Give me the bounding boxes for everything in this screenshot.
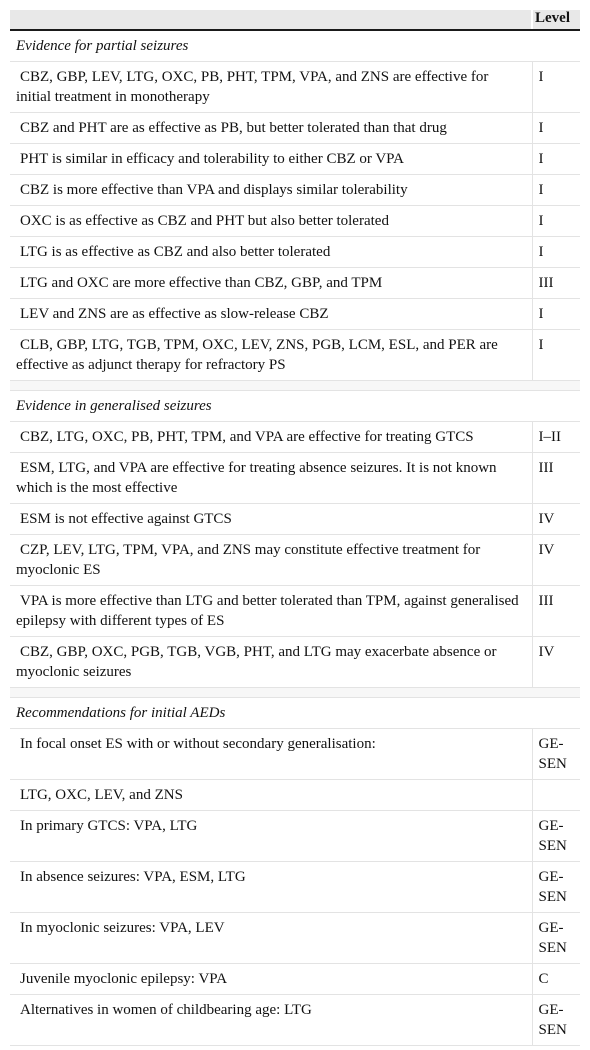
table-row	[10, 330, 580, 381]
statement-cell: CBZ and PHT are as effective as PB, but better tolerated than that drug	[10, 113, 532, 144]
statement-cell: In absence seizures: VPA, ESM, LTG	[10, 862, 532, 913]
level-cell: I	[532, 113, 580, 144]
table-row	[10, 535, 580, 586]
spacer-cell	[10, 688, 580, 698]
table-row	[10, 586, 580, 637]
statement-cell: ESM is not effective against GTCS	[10, 504, 532, 535]
table-row	[10, 811, 580, 862]
table-row	[10, 206, 580, 237]
evidence-table	[10, 10, 580, 1046]
statement-cell: VPA is more effective than LTG and better tolerated than TPM, against generalised epilepsy with different types of ES	[10, 586, 532, 637]
statement-cell: CBZ, LTG, OXC, PB, PHT, TPM, and VPA are effective for treating GTCS	[10, 422, 532, 453]
level-cell: III	[532, 453, 580, 504]
section-title: Recommendations for initial AEDs	[10, 698, 580, 729]
table-row	[10, 62, 580, 113]
table-row	[10, 422, 580, 453]
level-cell: GE-SEN	[532, 811, 580, 862]
statement-cell: LEV and ZNS are as effective as slow-release CBZ	[10, 299, 532, 330]
level-cell: GE-SEN	[532, 729, 580, 780]
level-cell: I	[532, 175, 580, 206]
spacer-cell	[10, 381, 580, 391]
table-row	[10, 637, 580, 688]
statement-cell: ESM, LTG, and VPA are effective for treating absence seizures. It is not known which is the most effective	[10, 453, 532, 504]
level-cell: IV	[532, 637, 580, 688]
statement-cell: In focal onset ES with or without secondary generalisation:	[10, 729, 532, 780]
table-row	[10, 780, 580, 811]
table-row	[10, 144, 580, 175]
table-row	[10, 299, 580, 330]
section-title: Evidence for partial seizures	[10, 30, 580, 62]
level-cell: III	[532, 268, 580, 299]
statement-cell: CBZ, GBP, OXC, PGB, TGB, VGB, PHT, and LTG may exacerbate absence or myoclonic seizures	[10, 637, 532, 688]
table-row	[10, 237, 580, 268]
section-header-row	[10, 30, 580, 62]
table-row	[10, 268, 580, 299]
level-cell: I	[532, 299, 580, 330]
table-row	[10, 862, 580, 913]
level-cell: GE-SEN	[532, 913, 580, 964]
level-cell: III	[532, 586, 580, 637]
statement-cell: Alternatives in women of childbearing age: LTG	[10, 995, 532, 1046]
level-cell: GE-SEN	[532, 862, 580, 913]
header-col-statement	[10, 10, 532, 30]
statement-cell: LTG and OXC are more effective than CBZ, GBP, and TPM	[10, 268, 532, 299]
statement-cell: OXC is as effective as CBZ and PHT but also better tolerated	[10, 206, 532, 237]
section-header-row	[10, 391, 580, 422]
level-cell: C	[532, 964, 580, 995]
table-header	[10, 10, 580, 30]
statement-cell: Juvenile myoclonic epilepsy: VPA	[10, 964, 532, 995]
level-cell: GE-SEN	[532, 995, 580, 1046]
table-body	[10, 30, 580, 1046]
table-row	[10, 729, 580, 780]
table-row	[10, 175, 580, 206]
level-cell: I	[532, 237, 580, 268]
table-row	[10, 113, 580, 144]
statement-cell: In primary GTCS: VPA, LTG	[10, 811, 532, 862]
statement-cell: LTG, OXC, LEV, and ZNS	[10, 780, 532, 811]
level-cell: I	[532, 62, 580, 113]
table-row	[10, 995, 580, 1046]
level-cell: IV	[532, 535, 580, 586]
statement-cell: CBZ, GBP, LEV, LTG, OXC, PB, PHT, TPM, VPA, and ZNS are effective for initial treatment in monotherapy	[10, 62, 532, 113]
statement-cell: CLB, GBP, LTG, TGB, TPM, OXC, LEV, ZNS, PGB, LCM, ESL, and PER are effective as adjunct therapy for refractory PS	[10, 330, 532, 381]
statement-cell: CZP, LEV, LTG, TPM, VPA, and ZNS may constitute effective treatment for myoclonic ES	[10, 535, 532, 586]
section-header-row	[10, 698, 580, 729]
table-row	[10, 453, 580, 504]
level-cell: I	[532, 330, 580, 381]
section-spacer	[10, 381, 580, 391]
statement-cell: CBZ is more effective than VPA and displays similar tolerability	[10, 175, 532, 206]
statement-cell: In myoclonic seizures: VPA, LEV	[10, 913, 532, 964]
table-row	[10, 964, 580, 995]
table-row	[10, 913, 580, 964]
table-row	[10, 504, 580, 535]
level-cell: I–II	[532, 422, 580, 453]
level-cell: IV	[532, 504, 580, 535]
section-title: Evidence in generalised seizures	[10, 391, 580, 422]
section-spacer	[10, 688, 580, 698]
statement-cell: PHT is similar in efficacy and tolerability to either CBZ or VPA	[10, 144, 532, 175]
statement-cell: LTG is as effective as CBZ and also better tolerated	[10, 237, 532, 268]
header-col-level: Level	[532, 10, 580, 30]
level-cell	[532, 780, 580, 811]
level-cell: I	[532, 144, 580, 175]
level-cell: I	[532, 206, 580, 237]
